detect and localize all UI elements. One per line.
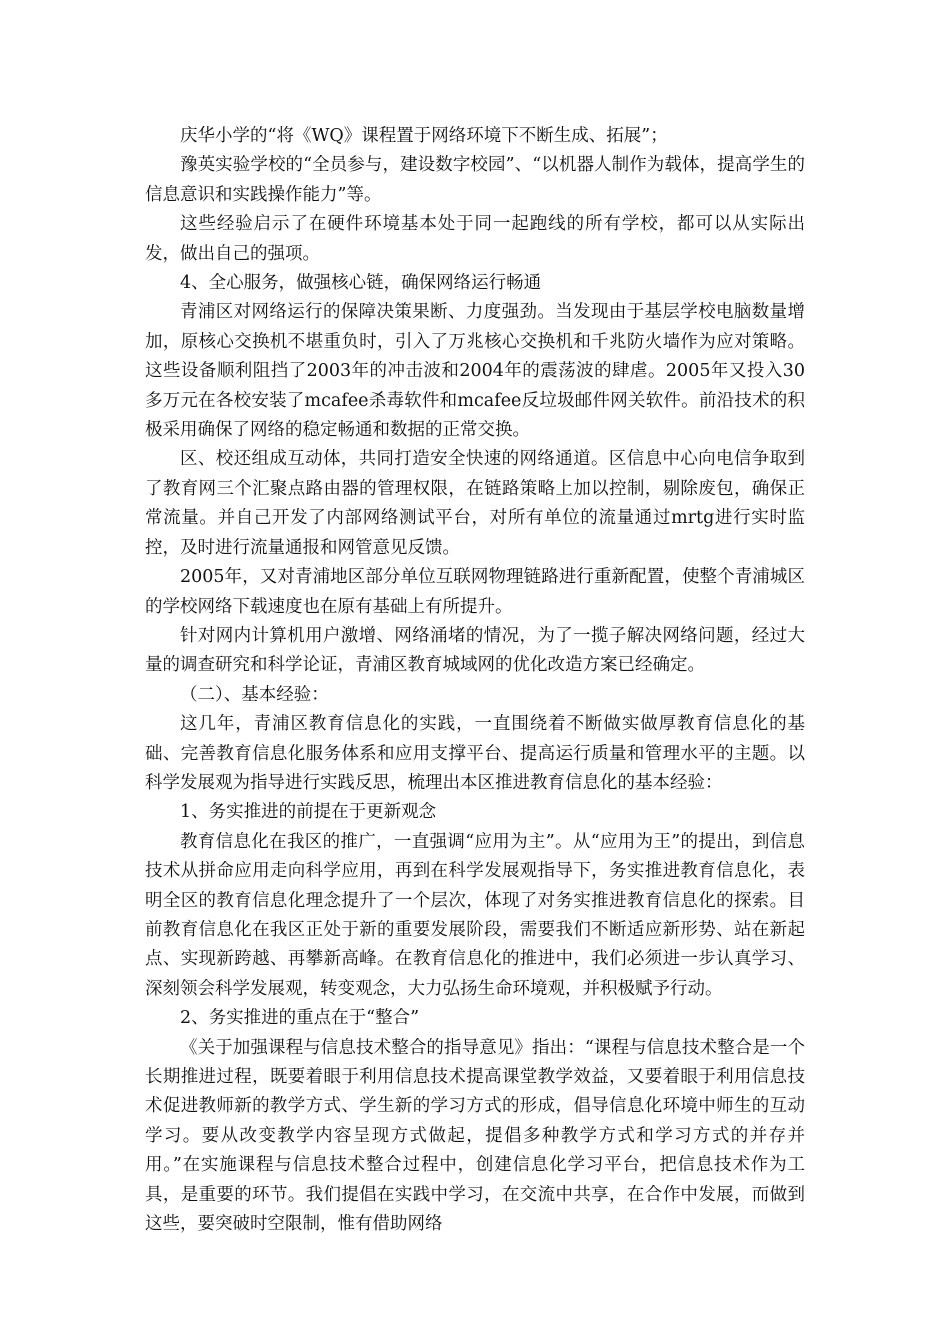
paragraph-update-concepts: 教育信息化在我区的推广，一直强调“应用为主”。从“应用为王”的提出，到信息技术从拼命应用走向科学应用，再到在科学发展观指导下，务实推进教育信息化，表明全区的教育信息化理念提升了一个层次，体现了对务实推进教育信息化的探索。目前教育信息化在我区正处于新的重要发展阶段，需要我们不断适应新形势、站在新起点、实现新跨越、再攀新高峰。在教育信息化的推进中，我们必须进一步认真学习、深刻领会科学发展观，转变观念，大力弘扬生命环境观，并积极赋予行动。 [145, 831, 805, 999]
paragraph-yuying-school: 豫英实验学校的“全员参与，建设数字校园”、“以机器人制作为载体，提高学生的信息意识和实践操作能力”等。 [145, 155, 805, 205]
paragraph-2005-reconfiguration: 2005年，又对青浦地区部分单位互联网物理链路进行重新配置，使整个青浦城区的学校网络下载速度也在原有基础上有所提升。 [145, 567, 805, 617]
paragraph-qinghua-school: 庆华小学的“将《WQ》课程置于网络环境下不断生成、拓展”； [180, 126, 668, 146]
paragraph-optimization-plan: 针对网内计算机用户激增、网络涌堵的情况，为了一揽子解决网络问题，经过大量的调查研究和科学论证，青浦区教育城域网的优化改造方案已经确定。 [145, 625, 805, 676]
paragraph-integration: 《关于加强课程与信息技术整合的指导意见》指出：“课程与信息技术整合是一个长期推进过程，既要着眼于利用信息技术提高课堂教学效益，又要着眼于利用信息技术促进教师新的教学方式、学生新的学习方式的形成，倡导信息化环境中师生的互动学习。要从改变教学内容呈现方式做起，提倡多种教学方式和学习方式的并存并用。”在实施课程与信息技术整合过程中，创建信息化学习平台，把信息技术作为工具，是重要的环节。我们提倡在实践中学习，在交流中共享，在合作中发展，而做到这些，要突破时空限制，惟有借助网络 [145, 1037, 805, 1235]
section-heading-1: 1、务实推进的前提在于更新观念 [180, 802, 437, 823]
paragraph-practice-summary: 这几年，青浦区教育信息化的实践，一直围绕着不断做实做厚教育信息化的基础、完善教育信息化服务体系和应用支撑平台、提高运行质量和管理水平的主题。以科学发展观为指导进行实践反思，梳理出本区推进教育信息化的基本经验： [145, 714, 805, 793]
section-heading-basic-experience: （二）、基本经验： [180, 684, 329, 705]
section-heading-4: 4、全心服务，做强核心链，确保网络运行畅通 [180, 273, 542, 294]
section-heading-2: 2、务实推进的重点在于“整合” [180, 1008, 420, 1029]
paragraph-experience-insight: 这些经验启示了在硬件环境基本处于同一起跑线的所有学校，都可以从实际出发，做出自己的强项。 [145, 214, 805, 264]
paragraph-network-guarantee: 青浦区对网络运行的保障决策果断、力度强劲。当发现由于基层学校电脑数量增加，原核心交换机不堪重负时，引入了万兆核心交换机和千兆防火墙作为应对策略。这些设备顺利阻挡了2003年的冲击波和2004年的震荡波的肆虐。2005年又投入30多万元在各校安装了mcafee杀毒软件和mcafee反垃圾邮件网关软件。前沿技术的积极采用确保了网络的稳定畅通和数据的正常交换。 [145, 302, 805, 441]
document-body [145, 122, 805, 1239]
paragraph-interactive-body: 区、校还组成互动体，共同打造安全快速的网络通道。区信息中心向电信争取到了教育网三个汇聚点路由器的管理权限，在链路策略上加以控制，剔除废包，确保正常流量。并自己开发了内部网络测试平台，对所有单位的流量通过mrtg进行实时监控，及时进行流量通报和网管意见反馈。 [145, 449, 805, 558]
